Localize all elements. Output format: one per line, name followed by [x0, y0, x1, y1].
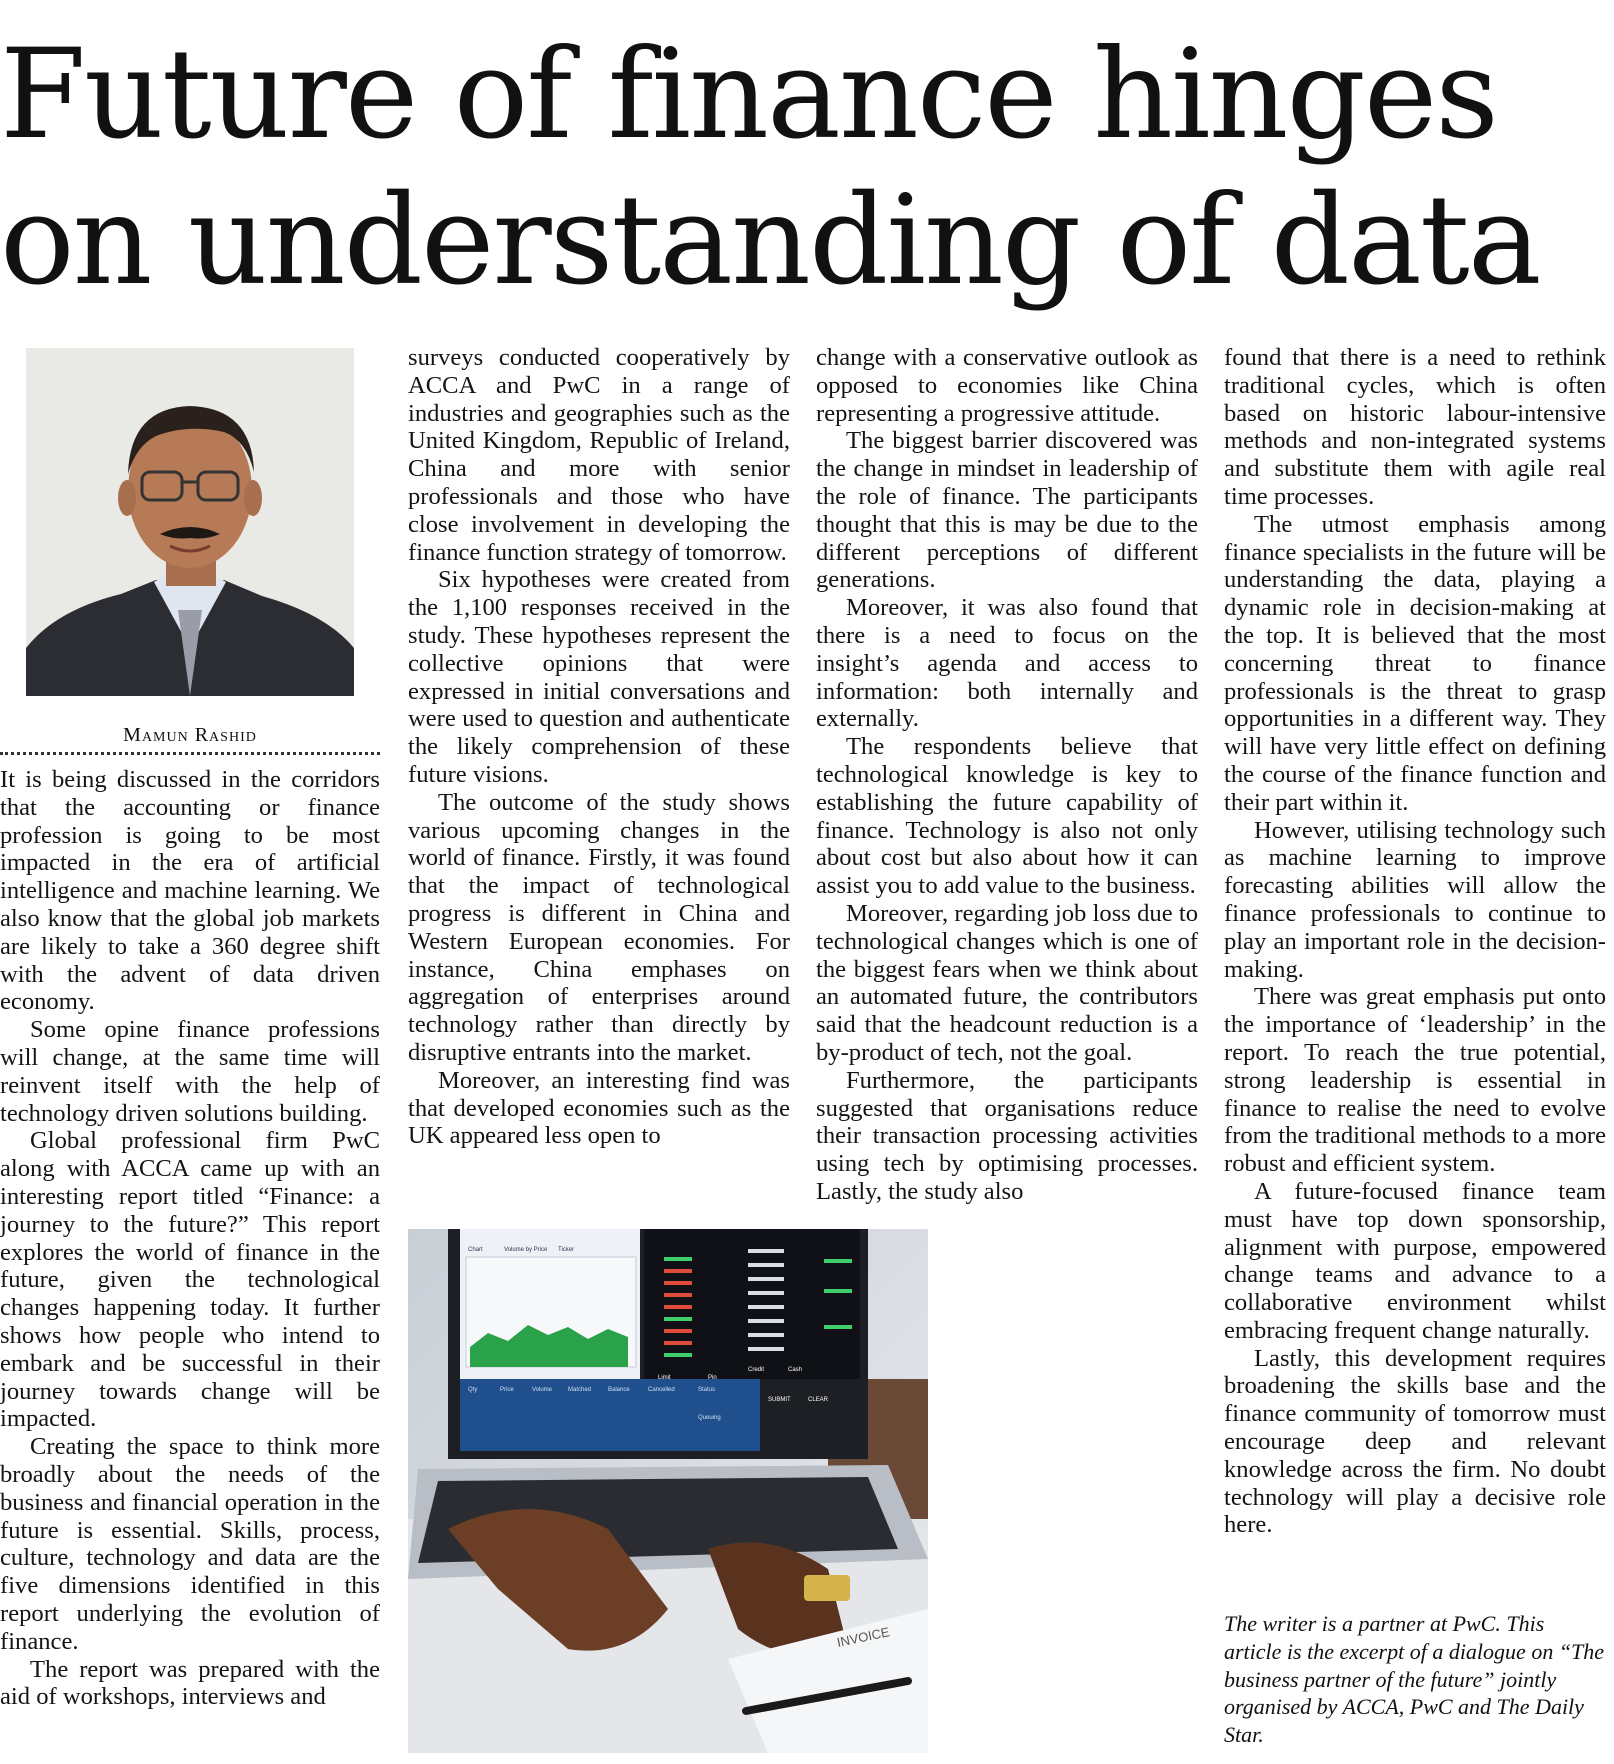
article-column-2 [408, 344, 790, 1150]
panel-label: Balance [608, 1387, 630, 1393]
paragraph: Six hypotheses were created from the 1,100 responses received in the study. These hypotheses represent the collective opinions that were expressed in initial conversations and were used to question and authenticate the likely comprehension of these future visions. [408, 566, 790, 788]
panel-label: Limit [658, 1375, 671, 1381]
panel-label: Price [500, 1387, 514, 1393]
author-byline: Mamun Rashid [123, 724, 257, 746]
panel-label: Credit [748, 1367, 765, 1373]
panel-label: Chart [468, 1247, 483, 1253]
paragraph: It is being discussed in the corridors that the accounting or finance profession is going to be most impacted in the era of artificial intelligence and machine learning. We also know that the global job markets are likely to take a 360 degree shift with the advent of data driven economy. [0, 766, 380, 1016]
paragraph: The utmost emphasis among finance specialists in the future will be understanding the data, playing a dynamic role in decision-making at the top. It is believed that the most concerning threat to finance professionals is the threat to grasp opportunities in a different way. They will have very little effect on defining the course of the finance function and their part within it. [1224, 510, 1606, 816]
panel-label: Volume [532, 1387, 553, 1393]
article-column-4 [1224, 344, 1606, 1539]
paragraph: The respondents believe that technological knowledge is key to establishing the future capability of finance. Technology is also not only about cost but also about how it can assist you to add value to the business. [816, 733, 1198, 900]
headline: Future of finance hinges on understanding of data [0, 23, 1540, 313]
article-column-3 [816, 344, 1198, 1206]
author-photo [26, 348, 354, 696]
panel-label: Cash [788, 1367, 803, 1373]
paragraph: Some opine finance professions will change, at the same time will reinvent itself with the help of technology driven solutions building. [0, 1016, 380, 1127]
panel-label: Qty [468, 1387, 478, 1393]
byline-divider [0, 752, 380, 755]
paragraph: However, utilising technology such as machine learning to improve forecasting abilities will allow the finance professionals to continue to play an important role in the decision-making. [1224, 816, 1606, 983]
laptop-trading-photo [408, 1229, 928, 1753]
paragraph: Global professional firm PwC along with ACCA came up with an interesting report titled “Finance: a journey to the future?” This report explores the world of finance in the future, given the technological changes happening today. It further shows how people who intend to embark and be successful in their journey towards change will be impacted. [0, 1127, 380, 1433]
paragraph: Moreover, an interesting find was that developed economies such as the UK appeared less open to [408, 1066, 790, 1150]
paragraph: There was great emphasis put onto the importance of ‘leadership’ in the report. To reach the true potential, strong leadership is essential in finance to realise the need to evolve from the traditional methods to a more robust and efficient system. [1224, 983, 1606, 1178]
paragraph: The outcome of the study shows various upcoming changes in the world of finance. Firstly, it was found that the impact of technological progress is different in China and Western European economies. For instance, China emphases on aggregation of enterprises around technology rather than directly by disruptive entrants into the market. [408, 788, 790, 1066]
paragraph: found that there is a need to rethink traditional cycles, which is often based on historic labour-intensive methods and non-integrated systems and substitute them with agile real time processes. [1224, 344, 1606, 510]
paragraph: The report was prepared with the aid of workshops, interviews and [0, 1655, 380, 1711]
paragraph: Moreover, regarding job loss due to technological changes which is one of the biggest fears when we think about an automated future, the contributors said that the headcount reduction is a by-product of tech, not the goal. [816, 899, 1198, 1066]
author-note: The writer is a partner at PwC. This article is the excerpt of a dialogue on “The business partner of the future” jointly organised by ACCA, PwC and The Daily Star. [1224, 1611, 1605, 1748]
paragraph: Lastly, this development requires broadening the skills base and the finance community of tomorrow must encourage deep and relevant knowledge across the firm. No doubt technology will play a decisive role here. [1224, 1344, 1606, 1539]
paragraph: Moreover, it was also found that there is a need to focus on the insight’s agenda and access to information: both internally and externally. [816, 594, 1198, 733]
paragraph: The biggest barrier discovered was the change in mindset in leadership of the role of finance. The participants thought that this is may be due to the different perceptions of different generations. [816, 427, 1198, 594]
panel-label: Status [698, 1387, 716, 1393]
paragraph: surveys conducted cooperatively by ACCA and PwC in a range of industries and geographies such as the United Kingdom, Republic of Ireland, China and more with senior professionals and those who have close involvement in developing the finance function strategy of tomorrow. [408, 344, 790, 566]
article-column-1 [0, 766, 380, 1711]
panel-label: CLEAR [808, 1397, 829, 1403]
paragraph: change with a conservative outlook as opposed to economies like China representing a progressive attitude. [816, 344, 1198, 427]
panel-label: Pin [708, 1375, 717, 1381]
paragraph: Creating the space to think more broadly about the needs of the business and financial operation in the future is essential. Skills, process, culture, technology and data are the five dimensions identified in this report underlying the evolution of finance. [0, 1433, 380, 1655]
panel-label: Volume by Price [504, 1247, 548, 1253]
panel-label: Ticker [558, 1247, 575, 1253]
panel-label: Cancelled [648, 1387, 675, 1393]
paragraph: Furthermore, the participants suggested that organisations reduce their transaction processing activities using tech by optimising processes. Lastly, the study also [816, 1066, 1198, 1205]
panel-label: SUBMIT [768, 1397, 791, 1403]
invoice-label: INVOICE [835, 1624, 891, 1650]
panel-label: Matched [568, 1387, 592, 1393]
paragraph: A future-focused finance team must have top down sponsorship, alignment with purpose, empowered change teams and advance to a collaborative environment whilst embracing frequent change naturally. [1224, 1177, 1606, 1344]
panel-label: Queuing [698, 1415, 721, 1421]
